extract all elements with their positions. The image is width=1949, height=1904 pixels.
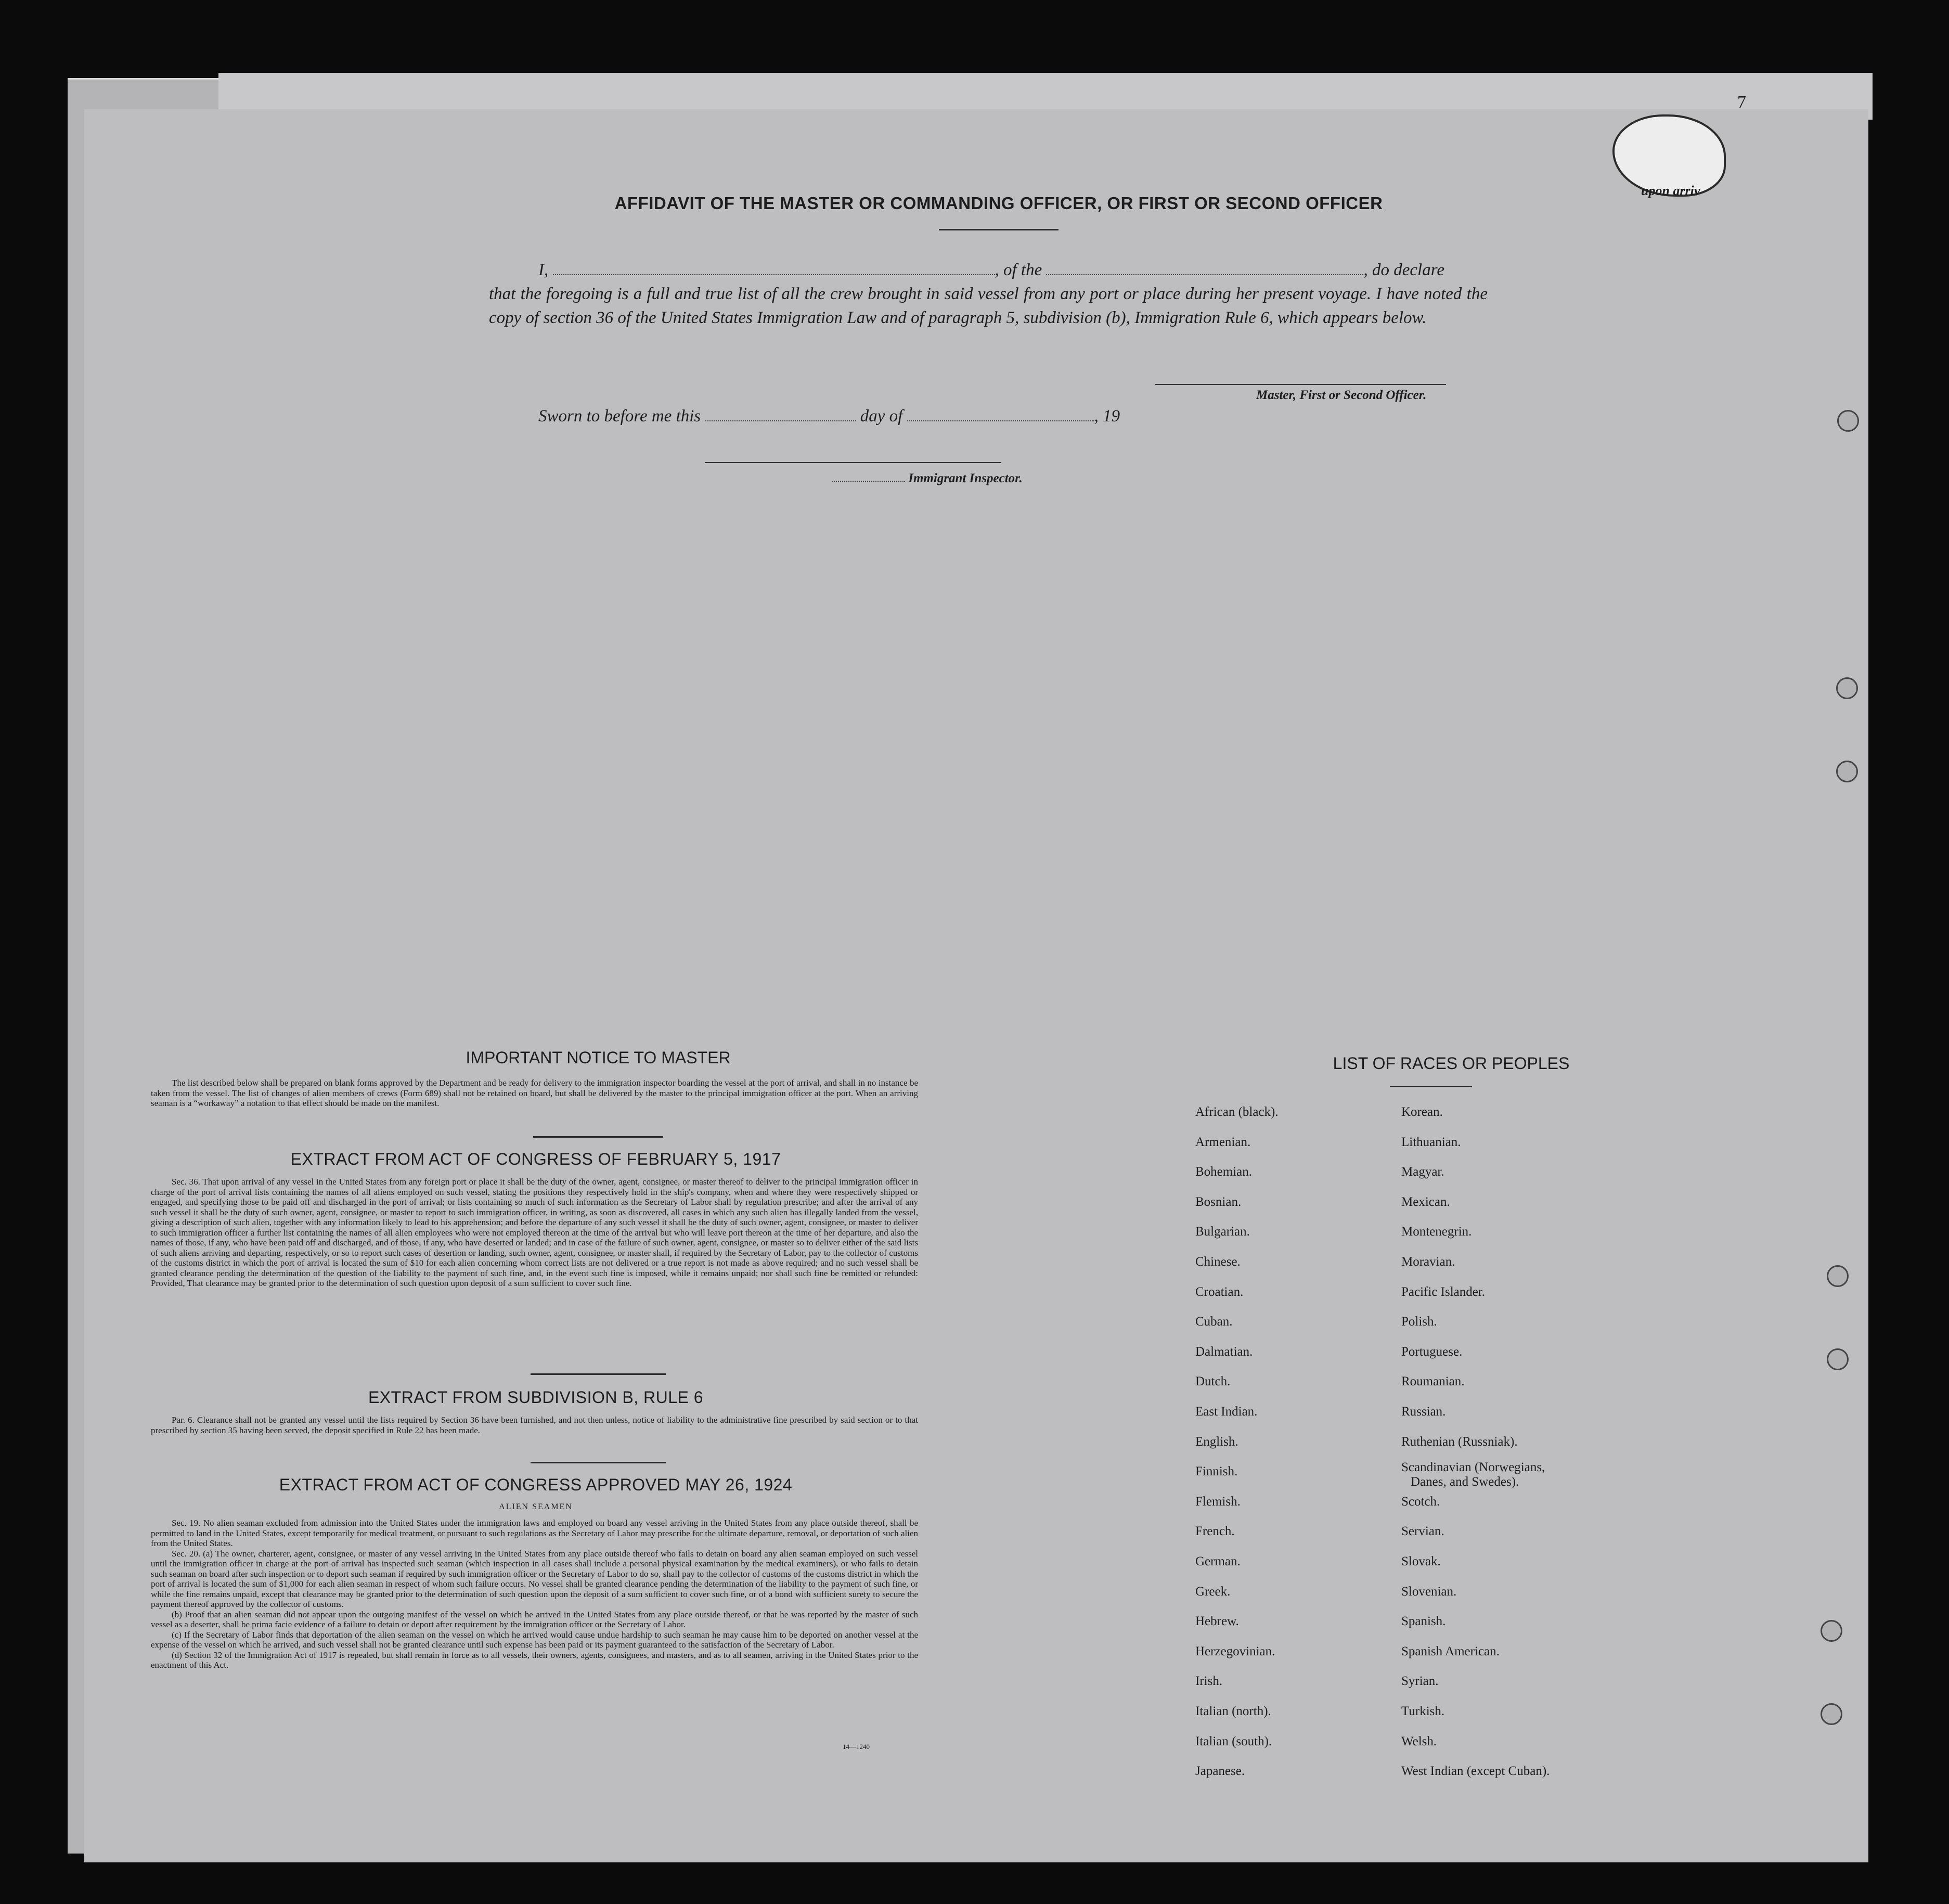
race-item: Japanese.	[1195, 1764, 1245, 1779]
race-item: African (black).	[1195, 1105, 1279, 1119]
extract-1917-rule	[531, 1373, 666, 1375]
sworn-day-label: day of	[860, 407, 903, 426]
race-item: Bosnian.	[1195, 1194, 1242, 1209]
race-item: Korean.	[1401, 1105, 1443, 1119]
race-item: Slovenian.	[1401, 1584, 1457, 1599]
extract-1924-text-block	[151, 1518, 918, 1670]
punch-hole	[1827, 1348, 1849, 1370]
affidavit-title: AFFIDAVIT OF THE MASTER OR COMMANDING OFFICER, OR FIRST OR SECOND OFFICER	[614, 194, 1383, 213]
extract-rule6-title: EXTRACT FROM SUBDIVISION B, RULE 6	[368, 1388, 704, 1407]
race-item: Finnish.	[1195, 1464, 1238, 1479]
race-item: Pacific Islander.	[1401, 1284, 1486, 1299]
race-item: Russian.	[1401, 1405, 1446, 1419]
extract-1924-para: (b) Proof that an alien seaman did not appear upon the outgoing manifest of the vessel on which he arrived in the United States from any place outside thereof, or that he was reported by the master of such vessel as a deserter, shall be prima facie evidence of a failure to detain or deport after requirement by the immigration officer or the Secretary of Labor.	[151, 1609, 918, 1629]
race-item: French.	[1195, 1524, 1235, 1539]
notice-text: The list described below shall be prepared on blank forms approved by the Department and be ready for delivery to the immigration inspector boarding the vessel at the port of arrival, and shall in no instance be taken from the vessel. The list of changes of alien members of crews (Form 689) shall not be retained on board, but shall be delivered by the master to the principal immigration officer at the port. When an arriving seaman is a “workaway” a notation to that effect should be made on the manifest.	[151, 1078, 918, 1108]
affidavit-title-rule	[939, 229, 1059, 230]
punch-hole	[1821, 1703, 1842, 1725]
extract-1924-para: Sec. 20. (a) The owner, charterer, agent, consignee, or master of any vessel arriving in the United States from any place outside thereof who fails to detain on board any alien seaman employed on such vessel until the immigration officer in charge at the port of arrival has inspected such seaman (which inspection in all cases shall include a personal physical examination by the medical examiners), or who fails to detain such seaman on board after such inspection or to deport such seaman if required by such immigration officer or the Secretary of Labor to do so, shall pay to the collector of customs of the customs district in which the port of arrival is located the sum of $1,000 for each alien seaman in respect of whom such failure occurs. No vessel shall be granted clearance pending the determination of the liability to the payment of such fine, or while the fine remains unpaid, except that clearance may be granted prior to the determination of such question upon the deposit of a sum sufficient to cover such fine, or of a bond with sufficient surety to secure the payment thereof approved by the collector of customs.	[151, 1548, 918, 1609]
race-item: Mexican.	[1401, 1194, 1450, 1209]
sworn-label: Sworn to before me this	[538, 407, 701, 426]
affidavit-body	[489, 258, 1488, 330]
race-item: Scotch.	[1401, 1494, 1440, 1509]
race-item: Moravian.	[1401, 1255, 1455, 1269]
inspector-label-row	[832, 471, 1023, 486]
sworn-month-blank	[907, 420, 1094, 421]
race-item: Bohemian.	[1195, 1165, 1253, 1179]
notice-text-block	[151, 1078, 918, 1109]
race-item: Greek.	[1195, 1584, 1231, 1599]
notice-rule	[533, 1136, 663, 1138]
race-item: Slovak.	[1401, 1554, 1441, 1568]
race-item: Polish.	[1401, 1315, 1437, 1329]
extract-rule6-text-block	[151, 1415, 918, 1435]
extract-1924-para: Sec. 19. No alien seaman excluded from admission into the United States under the immigration laws and employed on board any vessel arriving in the United States from any place outside thereof, shall be permitted to land in the United States, except temporarily for medical treatment, or pursuant to such regulations as the Secretary of Labor may prescribe for the ultimate departure, removal, or deportation of such alien from the United States.	[151, 1518, 918, 1548]
inspector-signature-label: Immigrant Inspector.	[908, 471, 1023, 485]
affidavit-statement: that the foregoing is a full and true list of all the crew brought in said vessel from any port or place during her present voyage. I have noted the copy of section 36 of the United States Immigration Law and of paragraph 5, subdivision (b), Immigration Rule 6, which appears below.	[489, 285, 1488, 327]
race-item: Lithuanian.	[1401, 1135, 1461, 1149]
corner-fragment-text: upon arriv	[1641, 183, 1700, 198]
punch-hole	[1827, 1265, 1849, 1287]
race-item: Bulgarian.	[1195, 1225, 1250, 1239]
extract-1924-para: (c) If the Secretary of Labor finds that deportation of the alien seaman on the vessel on which he arrived would cause undue hardship to such seaman he may cause him to be deported on another vessel at the expense of the vessel on which he arrived, and such vessel shall not be granted clearance until such expense has been paid or its payment guaranteed to the satisfaction of the Secretary of Labor.	[151, 1629, 918, 1650]
extract-1924-para: (d) Section 32 of the Immigration Act of 1917 is repealed, but shall remain in force as to all vessels, their owners, agents, consignees, and masters, and as to all seamen, arriving in the United States prior to the enactment of this Act.	[151, 1650, 918, 1670]
sworn-day-blank	[705, 420, 856, 421]
sworn-year-label: , 19	[1094, 407, 1120, 426]
sworn-line	[538, 407, 1120, 426]
race-item: Servian.	[1401, 1524, 1444, 1539]
extract-rule6-text: Par. 6. Clearance shall not be granted any vessel until the lists required by Section 36 have been furnished, and not then unless, notice of liability to the administrative fine prescribed by said section or to that prescribed by section 35 having been served, the deposit specified in Rule 22 has been made.	[151, 1415, 918, 1435]
extract-1917-text-block	[151, 1177, 918, 1289]
race-item: Cuban.	[1195, 1315, 1233, 1329]
race-item: Turkish.	[1401, 1704, 1445, 1718]
extract-1924-title: EXTRACT FROM ACT OF CONGRESS APPROVED MAY 26, 1924	[279, 1475, 793, 1494]
race-item: Danes, and Swedes).	[1411, 1475, 1519, 1489]
race-item: Welsh.	[1401, 1734, 1437, 1748]
race-item: Armenian.	[1195, 1135, 1251, 1149]
race-item: Herzegovinian.	[1195, 1644, 1275, 1658]
inspector-signature-line	[705, 462, 1001, 463]
notice-title: IMPORTANT NOTICE TO MASTER	[466, 1048, 731, 1067]
race-item: Dutch.	[1195, 1374, 1231, 1389]
extract-1924-subtitle: ALIEN SEAMEN	[499, 1502, 573, 1511]
affidavit-of-the-label: , of the	[995, 261, 1042, 279]
vessel-blank	[1046, 274, 1363, 275]
race-item: Irish.	[1195, 1674, 1223, 1689]
extract-1917-title: EXTRACT FROM ACT OF CONGRESS OF FEBRUARY 5, 1917	[290, 1150, 781, 1168]
extract-1917-text: Sec. 36. That upon arrival of any vessel in the United States from any foreign port or place it shall be the duty of the owner, agent, consignee, or master thereof to deliver to the principal immigration officer in charge of the port of arrival lists containing the names of all aliens employed on such vessel, stating the positions they respectively hold in the ship's company, when and where they were respectively shipped or engaged, and specifying those to be paid off and discharged in the port of arrival; or lists containing so much of such information as the Secretary of Labor shall by regulation prescribe; and after the arrival of any such vessel it shall be the duty of such owner, agent, consignee, or master to report to such immigration officer, in writing, as soon as discovered, all cases in which any such alien has illegally landed from the vessel, giving a description of such alien, together with any information likely to lead to his apprehension; and before the departure of any such vessel it shall be the duty of such owner, agent, consignee, or master to deliver to such immigration officer a further list containing the names of all alien employees who were not employed thereon at the time of the arrival but who will leave port thereon at the time of her departure, and also the names of those, if any, who have been paid off and discharged, and of those, if any, who have deserted or landed; and in case of the failure of such owner, agent, consignee, or master so to deliver either of the said lists of such aliens arriving and departing, respectively, or so to report such cases of desertion or landing, such owner, agent, consignee, or master shall, if required by the Secretary of Labor, pay to the collector of customs of the customs district in which the port of arrival is located the sum of $10 for each alien concerning whom correct lists are not delivered or a true report is not made as above required; and no such vessel shall be granted clearance pending the determination of the question of the liability to the payment of such fine, and, in the event such fine is imposed, while it remains unpaid; nor shall such fine be remitted or refunded: Provided, That clearance may be granted prior to the determination of such question upon deposit of a sum sufficient to cover such fine.	[151, 1177, 918, 1288]
race-item: East Indian.	[1195, 1405, 1258, 1419]
inspector-blank	[832, 481, 905, 482]
affidavit-declare-label: , do declare	[1363, 261, 1444, 279]
race-item: Italian (north).	[1195, 1704, 1271, 1718]
punch-hole	[1836, 761, 1858, 782]
race-item: Spanish American.	[1401, 1644, 1500, 1658]
race-item: Ruthenian (Russniak).	[1401, 1434, 1518, 1449]
race-item: German.	[1195, 1554, 1241, 1568]
race-item: Croatian.	[1195, 1284, 1244, 1299]
races-title: LIST OF RACES OR PEOPLES	[1333, 1054, 1570, 1073]
races-title-rule	[1390, 1086, 1472, 1087]
punch-hole	[1821, 1620, 1842, 1642]
form-number: 14—1240	[843, 1743, 870, 1751]
race-item: Scandinavian (Norwegians,	[1401, 1460, 1545, 1475]
race-item: Syrian.	[1401, 1674, 1439, 1689]
page-number: 7	[1737, 93, 1746, 112]
race-item: Montenegrin.	[1401, 1225, 1472, 1239]
race-item: West Indian (except Cuban).	[1401, 1764, 1550, 1779]
punch-hole	[1836, 677, 1858, 699]
race-item: Roumanian.	[1401, 1374, 1465, 1389]
punch-hole	[1837, 410, 1859, 432]
race-item: Flemish.	[1195, 1494, 1241, 1509]
extract-rule6-rule	[531, 1462, 666, 1463]
master-signature-line	[1155, 384, 1446, 385]
master-signature-label: Master, First or Second Officer.	[1256, 388, 1427, 402]
name-blank	[553, 274, 995, 275]
race-item: Hebrew.	[1195, 1614, 1239, 1629]
race-item: Magyar.	[1401, 1165, 1444, 1179]
race-item: Spanish.	[1401, 1614, 1446, 1629]
race-item: English.	[1195, 1434, 1238, 1449]
race-item: Italian (south).	[1195, 1734, 1272, 1748]
race-item: Dalmatian.	[1195, 1344, 1253, 1359]
race-item: Chinese.	[1195, 1255, 1241, 1269]
affidavit-i-label: I,	[538, 261, 549, 279]
race-item: Portuguese.	[1401, 1344, 1463, 1359]
